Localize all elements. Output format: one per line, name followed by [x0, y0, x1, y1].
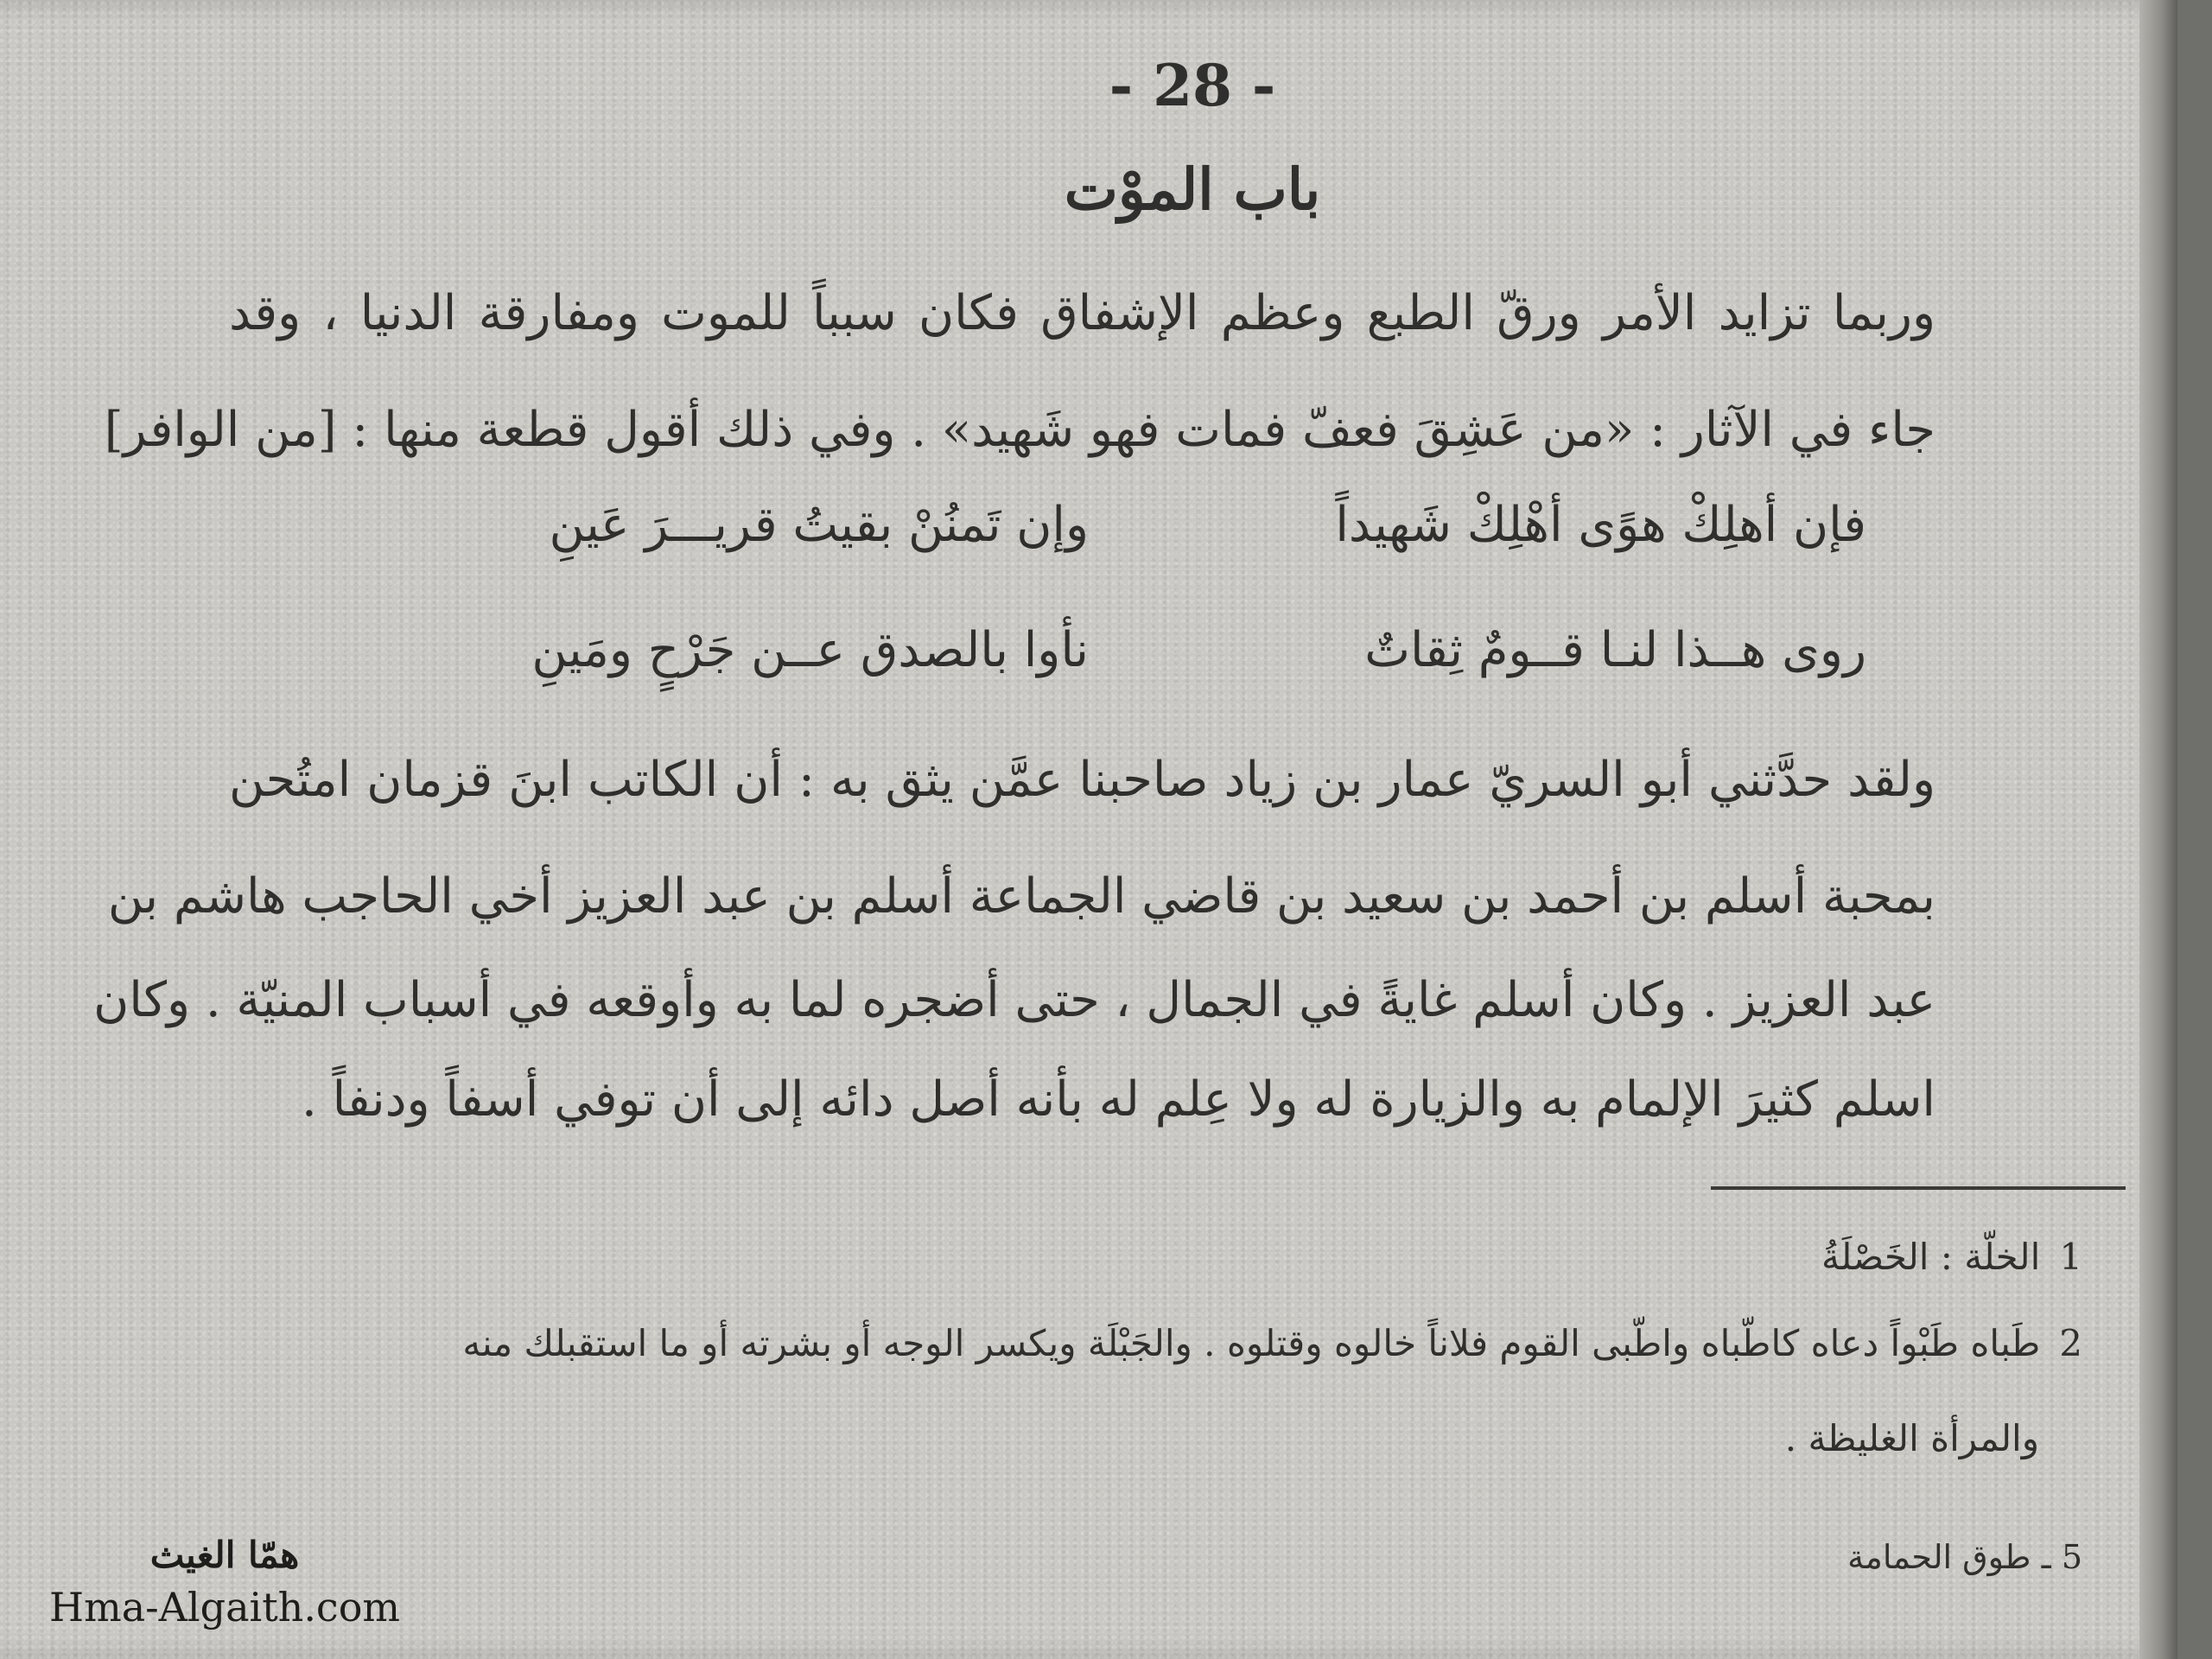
verse-1-second-hemistich: وإن تَمنُنْ بقيتُ قريـــرَ عَينِ: [549, 497, 1089, 553]
footnote-divider: [1711, 1186, 2126, 1190]
body-line: جاء في الآثار : «من عَشِقَ فعفّ فمات فهو شَهيد» . وفي ذلك أقول قطعة منها : [من الوافر]: [104, 402, 1936, 458]
footnote-2-continuation: والمرأة الغليظة .: [1784, 1417, 2039, 1459]
watermark-arabic: همّا الغيث: [149, 1534, 300, 1576]
verse-2-first-hemistich: روى هــذا لنـا قــومٌ ثِقاتٌ: [1364, 622, 1866, 678]
chapter-title: باب الموْت: [1064, 156, 1321, 223]
running-foot: 5 ـ طوق الحمامة: [1847, 1538, 2082, 1576]
footnote-number: 2: [2059, 1322, 2082, 1364]
paragraph-line: بمحبة أسلم بن أحمد بن سعيد بن قاضي الجماعة أسلم بن عبد العزيز أخي الحاجب هاشم بن: [107, 868, 1936, 925]
verse-2-second-hemistich: نأوا بالصدق عــن جَرْحٍ ومَينِ: [531, 622, 1089, 678]
paragraph-line: اسلم كثيرَ الإلمام به والزيارة له ولا عِلم له بأنه أصل دائه إلى أن توفي أسفاً ودنفاً .: [302, 1071, 1936, 1128]
footnote-number: 1: [2059, 1236, 2082, 1278]
body-line: وربما تزايد الأمر ورقّ الطبع وعظم الإشفاق فكان سبباً للموت ومفارقة الدنيا ، وقد: [229, 285, 1936, 341]
page-edge: [2139, 0, 2177, 1659]
footnote-text: طَباه طَبْواً دعاه كاطّباه واطّبى القوم فلاناً خالوه وقتلوه . والجَبْلَة ويكسر الوجه أو بشرته أو ما استقبلك منه: [462, 1322, 2041, 1364]
paragraph-line: ولقد حدَّثني أبو السريّ عمار بن زياد صاحبنا عمَّن يثق به : أن الكاتب ابنَ قزمان امتُحن: [229, 752, 1936, 808]
page-number: - 28 -: [1109, 52, 1276, 119]
footnote-2: [462, 1322, 2082, 1364]
footnote-text: الخلّة : الخَصْلَةُ: [1821, 1236, 2041, 1278]
verse-1-first-hemistich: فإن أهلِكْ هوًى أهْلِكْ شَهيداً: [1335, 497, 1866, 553]
footnote-1: [1821, 1236, 2082, 1278]
watermark-url: Hma-Algaith.com: [48, 1584, 401, 1630]
watermark: [26, 1529, 423, 1633]
paragraph-line: عبد العزيز . وكان أسلم غايةً في الجمال ، حتى أضجره لما به وأوقعه في أسباب المنيّة . وكان: [93, 972, 1936, 1028]
